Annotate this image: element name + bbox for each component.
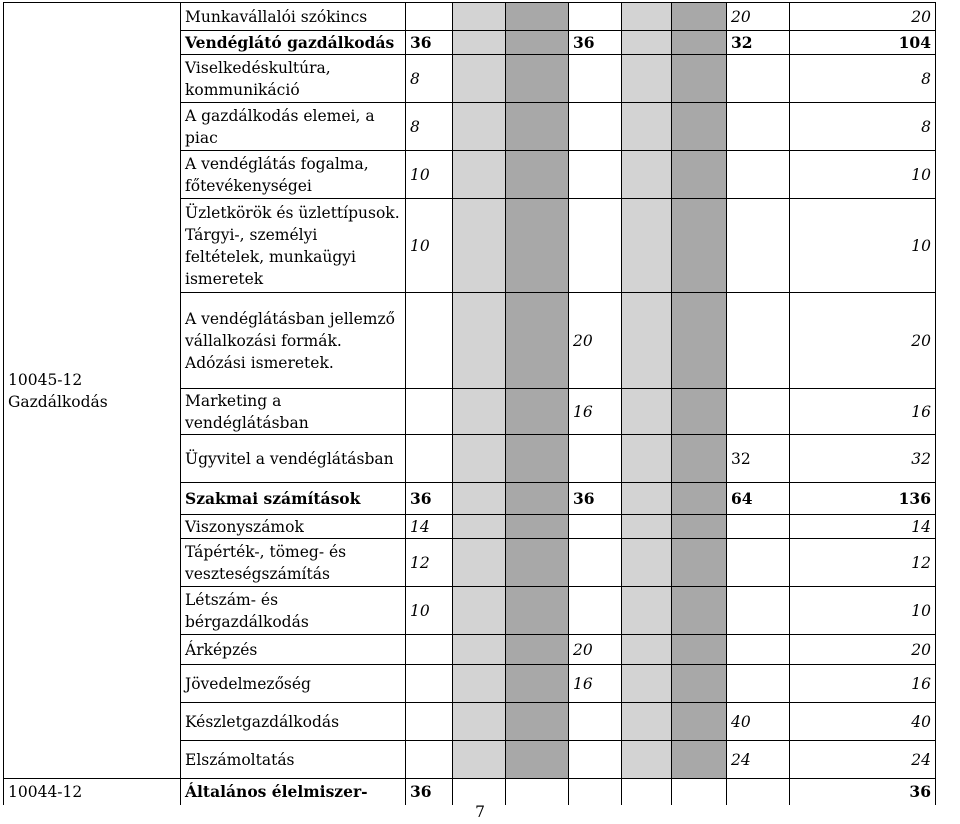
total-cell: 10: [790, 587, 936, 635]
hours-cell: 10: [406, 587, 453, 635]
shaded-cell: [672, 435, 727, 483]
shaded-cell: [506, 741, 569, 779]
subject-name: Szakmai számítások: [181, 483, 406, 515]
subject-name: Munkavállalói szókincs: [181, 3, 406, 31]
shaded-cell: [453, 293, 506, 389]
module-code: 10044-12: [4, 779, 181, 805]
hours-cell: [406, 635, 453, 665]
shaded-cell: [622, 665, 672, 703]
shaded-cell: [506, 31, 569, 55]
shaded-cell: [453, 3, 506, 31]
shaded-cell: [453, 389, 506, 435]
shaded-cell: [672, 741, 727, 779]
hours-cell: 24: [727, 741, 790, 779]
table-row: [4, 3, 936, 31]
total-cell: 14: [790, 515, 936, 539]
curriculum-table: [3, 2, 936, 805]
hours-cell: [569, 151, 622, 199]
shaded-cell: [453, 587, 506, 635]
shaded-cell: [672, 703, 727, 741]
total-cell: 104: [790, 31, 936, 55]
shaded-cell: [453, 635, 506, 665]
subject-name: Viszonyszámok: [181, 515, 406, 539]
hours-cell: 64: [727, 483, 790, 515]
total-cell: 10: [790, 199, 936, 293]
shaded-cell: [506, 435, 569, 483]
hours-cell: 12: [406, 539, 453, 587]
shaded-cell: [453, 103, 506, 151]
table-row: [4, 779, 936, 805]
empty-cell: [622, 779, 672, 805]
hours-cell: [727, 635, 790, 665]
hours-cell: 36: [406, 779, 453, 805]
shaded-cell: [506, 665, 569, 703]
total-cell: 32: [790, 435, 936, 483]
total-cell: 16: [790, 389, 936, 435]
shaded-cell: [672, 103, 727, 151]
hours-cell: [727, 515, 790, 539]
shaded-cell: [506, 3, 569, 31]
shaded-cell: [453, 199, 506, 293]
hours-cell: [727, 151, 790, 199]
total-cell: 20: [790, 293, 936, 389]
shaded-cell: [672, 483, 727, 515]
hours-cell: [569, 55, 622, 103]
module-name: Gazdálkodás: [8, 392, 108, 411]
hours-cell: [569, 703, 622, 741]
shaded-cell: [453, 435, 506, 483]
hours-cell: [406, 389, 453, 435]
hours-cell: [406, 665, 453, 703]
hours-cell: 40: [727, 703, 790, 741]
hours-cell: [569, 3, 622, 31]
total-cell: 8: [790, 55, 936, 103]
hours-cell: [569, 779, 622, 805]
total-cell: 20: [790, 635, 936, 665]
shaded-cell: [622, 539, 672, 587]
shaded-cell: [622, 435, 672, 483]
hours-cell: [406, 703, 453, 741]
hours-cell: [727, 587, 790, 635]
total-cell: 12: [790, 539, 936, 587]
shaded-cell: [622, 151, 672, 199]
total-cell: 36: [790, 779, 936, 805]
shaded-cell: [672, 199, 727, 293]
subject-name: Jövedelmezőség: [181, 665, 406, 703]
module-code: 10045-12: [8, 370, 83, 389]
shaded-cell: [622, 199, 672, 293]
shaded-cell: [672, 293, 727, 389]
subject-name: Üzletkörök és üzlettípusok. Tárgyi-, személyi feltételek, munkaügyi ismeretek: [181, 199, 406, 293]
hours-cell: [569, 515, 622, 539]
total-cell: 16: [790, 665, 936, 703]
shaded-cell: [622, 703, 672, 741]
subject-name: Tápérték-, tömeg- és veszteségszámítás: [181, 539, 406, 587]
shaded-cell: [622, 483, 672, 515]
hours-cell: 36: [569, 31, 622, 55]
shaded-cell: [622, 293, 672, 389]
hours-cell: 20: [569, 635, 622, 665]
page-number: 7: [475, 803, 485, 821]
shaded-cell: [672, 539, 727, 587]
total-cell: 136: [790, 483, 936, 515]
empty-cell: [672, 779, 727, 805]
hours-cell: 20: [569, 293, 622, 389]
shaded-cell: [506, 483, 569, 515]
shaded-cell: [506, 539, 569, 587]
shaded-cell: [672, 31, 727, 55]
hours-cell: [569, 539, 622, 587]
subject-name: A gazdálkodás elemei, a piac: [181, 103, 406, 151]
hours-cell: [406, 3, 453, 31]
module-cell: [4, 3, 181, 779]
shaded-cell: [622, 3, 672, 31]
shaded-cell: [506, 635, 569, 665]
hours-cell: [727, 389, 790, 435]
hours-cell: [406, 293, 453, 389]
total-cell: 8: [790, 103, 936, 151]
total-cell: 24: [790, 741, 936, 779]
shaded-cell: [672, 55, 727, 103]
shaded-cell: [453, 515, 506, 539]
hours-cell: [569, 435, 622, 483]
total-cell: 10: [790, 151, 936, 199]
total-cell: 40: [790, 703, 936, 741]
shaded-cell: [622, 741, 672, 779]
shaded-cell: [453, 741, 506, 779]
shaded-cell: [672, 665, 727, 703]
hours-cell: [406, 741, 453, 779]
hours-cell: [406, 435, 453, 483]
shaded-cell: [506, 199, 569, 293]
hours-cell: 36: [406, 483, 453, 515]
hours-cell: [727, 779, 790, 805]
shaded-cell: [622, 635, 672, 665]
subject-name: A vendéglátásban jellemző vállalkozási formák. Adózási ismeretek.: [181, 293, 406, 389]
subject-name: Általános élelmiszer-: [181, 779, 406, 805]
shaded-cell: [453, 55, 506, 103]
shaded-cell: [622, 389, 672, 435]
shaded-cell: [672, 151, 727, 199]
hours-cell: [727, 199, 790, 293]
shaded-cell: [506, 703, 569, 741]
hours-cell: [727, 665, 790, 703]
shaded-cell: [506, 587, 569, 635]
hours-cell: 16: [569, 389, 622, 435]
subject-name: Létszám- és bérgazdálkodás: [181, 587, 406, 635]
shaded-cell: [453, 703, 506, 741]
subject-name: Marketing a vendéglátásban: [181, 389, 406, 435]
hours-cell: 14: [406, 515, 453, 539]
empty-cell: [453, 779, 506, 805]
shaded-cell: [672, 587, 727, 635]
subject-name: Készletgazdálkodás: [181, 703, 406, 741]
shaded-cell: [453, 151, 506, 199]
hours-cell: 10: [406, 199, 453, 293]
hours-cell: 32: [727, 31, 790, 55]
hours-cell: [727, 55, 790, 103]
total-cell: 20: [790, 3, 936, 31]
subject-name: A vendéglátás fogalma, főtevékenységei: [181, 151, 406, 199]
shaded-cell: [622, 55, 672, 103]
hours-cell: [569, 199, 622, 293]
hours-cell: 16: [569, 665, 622, 703]
subject-name: Ügyvitel a vendéglátásban: [181, 435, 406, 483]
hours-cell: [727, 103, 790, 151]
shaded-cell: [506, 293, 569, 389]
shaded-cell: [672, 3, 727, 31]
hours-cell: [727, 293, 790, 389]
hours-cell: [569, 103, 622, 151]
subject-name: Vendéglátó gazdálkodás: [181, 31, 406, 55]
hours-cell: 32: [727, 435, 790, 483]
subject-name: Viselkedéskultúra, kommunikáció: [181, 55, 406, 103]
shaded-cell: [622, 103, 672, 151]
shaded-cell: [506, 151, 569, 199]
subject-name: Elszámoltatás: [181, 741, 406, 779]
shaded-cell: [453, 665, 506, 703]
shaded-cell: [506, 103, 569, 151]
hours-cell: 20: [727, 3, 790, 31]
shaded-cell: [622, 515, 672, 539]
subject-name: Árképzés: [181, 635, 406, 665]
shaded-cell: [622, 31, 672, 55]
shaded-cell: [672, 389, 727, 435]
shaded-cell: [506, 55, 569, 103]
hours-cell: 8: [406, 103, 453, 151]
hours-cell: 36: [406, 31, 453, 55]
hours-cell: [569, 741, 622, 779]
shaded-cell: [672, 515, 727, 539]
hours-cell: 10: [406, 151, 453, 199]
shaded-cell: [622, 587, 672, 635]
hours-cell: [569, 587, 622, 635]
hours-cell: 8: [406, 55, 453, 103]
empty-cell: [506, 779, 569, 805]
shaded-cell: [672, 635, 727, 665]
shaded-cell: [453, 483, 506, 515]
shaded-cell: [453, 31, 506, 55]
shaded-cell: [453, 539, 506, 587]
shaded-cell: [506, 389, 569, 435]
shaded-cell: [506, 515, 569, 539]
hours-cell: 36: [569, 483, 622, 515]
hours-cell: [727, 539, 790, 587]
